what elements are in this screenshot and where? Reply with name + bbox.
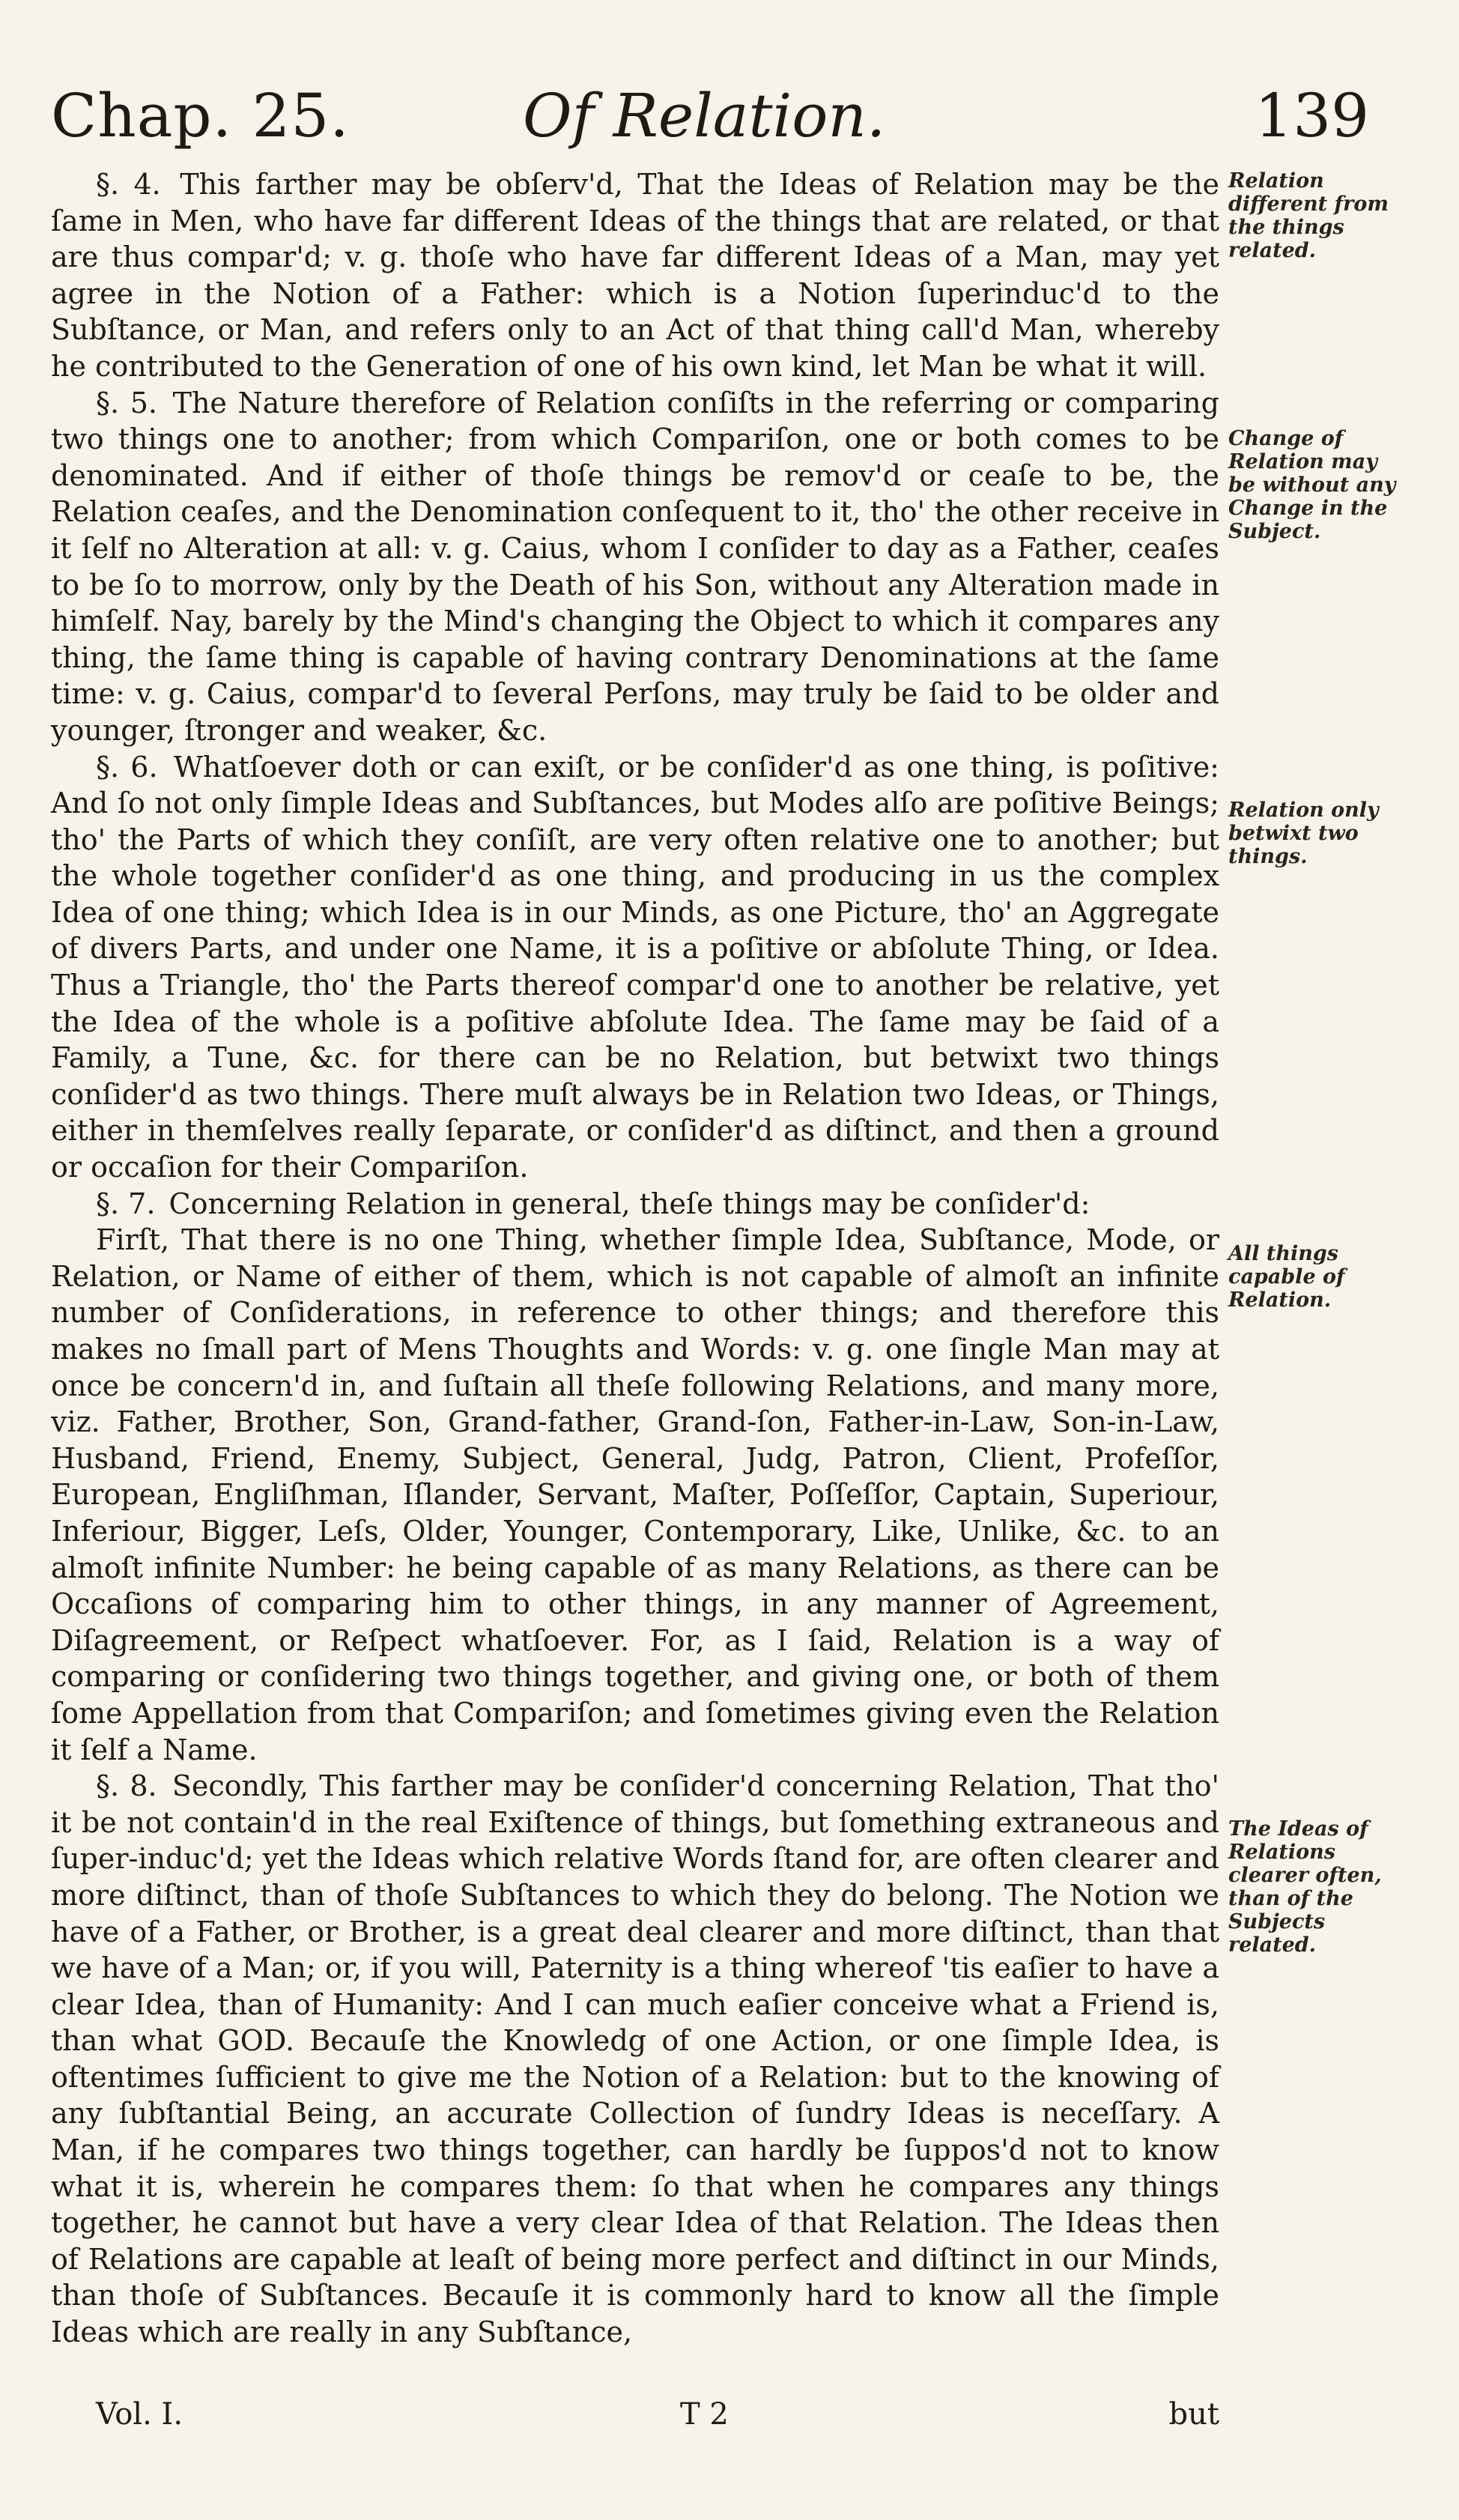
page-number: 139 <box>1255 81 1369 151</box>
section-mark: §. 7. <box>96 1187 156 1220</box>
section-mark: §. 6. <box>96 750 158 784</box>
page-footer <box>51 2397 1219 2442</box>
chapter-label: Chap. 25. <box>51 81 350 151</box>
paragraph-section-7 <box>51 1186 1219 1223</box>
paragraph-first <box>51 1222 1219 1768</box>
section-mark: §. 8. <box>96 1769 157 1803</box>
margin-note: All things capable of Relation. <box>1228 1242 1345 1312</box>
volume-label: Vol. I. <box>96 2397 183 2432</box>
paragraph-section-5 <box>51 385 1219 749</box>
catchword: but <box>1168 2397 1219 2432</box>
paragraph-text: This farther may be obſerv'd, That the Ideas of Relation may be the ſame in Men, who have far different Ideas of the things that are related, or that are thus compar'd; v. g. thoſe who have far different Ideas of a Man, may yet agree in the Notion of a Father: which is a Notion ſuperinduc'd to the Subſtance, or Man, and refers only to an Act of that thing call'd Man, whereby he contributed to the Generation of one of his own kind, let Man be what it will. <box>51 168 1219 383</box>
section-mark: §. 5. <box>96 386 157 420</box>
margin-note: Relation different from the things related. <box>1228 169 1389 262</box>
paragraph-section-4 <box>51 166 1219 385</box>
running-title: Of Relation. <box>523 81 886 151</box>
body-text <box>51 166 1219 2351</box>
paragraph-text: Firſt, That there is no one Thing, whether ſimple Idea, Subſtance, Mode, or Relation, or Name of either of them, which is not capable of almoſt an infinite number of Conſiderations, in reference to other things; and therefore this makes no ſmall part of Mens Thoughts and Words: v. g. one ſingle Man may at once be concern'd in, and ſuſtain all theſe following Relations, and many more, viz. Father, Brother, Son, Grand-father, Grand-ſon, Father-in-Law, Son-in-Law, Husband, Friend, Enemy, Subject, General, Judg, Patron, Client, Profeſſor, European, Engliſhman, Iſlander, Servant, Maſter, Poſſeſſor, Captain, Superiour, Inferiour, Bigger, Leſs, Older, Younger, Contemporary, Like, Unlike, &c. to an almoſt infinite Number: he being capable of as many Relations, as there can be Occaſions of comparing him to other things, in any manner of Agreement, Diſagreement, or Reſpect whatſoever. For, as I ſaid, Relation is a way of comparing or conſidering two things together, and giving one, or both of them ſome Appellation from that Compariſon; and ſometimes giving even the Relation it ſelf a Name. <box>51 1223 1219 1766</box>
signature-mark: T 2 <box>680 2397 729 2432</box>
paragraph-text: The Nature therefore of Relation conſiſts in the referring or comparing two things one to another; from which Compariſon, one or both comes to be denominated. And if either of thoſe things be remov'd or ceaſe to be, the Relation ceaſes, and the Denomination conſequent to it, tho' the other receive in it ſelf no Alteration at all: v. g. Caius, whom I conſider to day as a Father, ceaſes to be ſo to morrow, only by the Death of his Son, without any Alteration made in himſelf. Nay, barely by the Mind's changing the Object to which it compares any thing, the ſame thing is capable of having contrary Denominations at the ſame time: v. g. Caius, compar'd to ſeveral Perſons, may truly be ſaid to be older and younger, ſtronger and weaker, &c. <box>51 386 1219 747</box>
paragraph-section-8 <box>51 1768 1219 2351</box>
paragraph-section-6 <box>51 749 1219 1186</box>
paragraph-text: Whatſoever doth or can exiſt, or be conſider'd as one thing, is poſitive: And ſo not only ſimple Ideas and Subſtances, but Modes alſo are poſitive Beings; tho' the Parts of which they conſiſt, are very often relative one to another; but the whole together conſider'd as one thing, and producing in us the complex Idea of one thing; which Idea is in our Minds, as one Picture, tho' an Aggregate of divers Parts, and under one Name, it is a poſitive or abſolute Thing, or Idea. Thus a Triangle, tho' the Parts thereof compar'd one to another be relative, yet the Idea of the whole is a poſitive abſolute Idea. The ſame may be ſaid of a Family, a Tune, &c. for there can be no Relation, but betwixt two things conſider'd as two things. There muſt always be in Relation two Ideas, or Things, either in themſelves really ſeparate, or conſider'd as diſtinct, and then a ground or occaſion for their Compariſon. <box>51 750 1219 1184</box>
paragraph-text: Secondly, This farther may be conſider'd concerning Relation, That tho' it be not contain'd in the real Exiſtence of things, but ſomething extraneous and ſuper-induc'd; yet the Ideas which relative Words ſtand for, are often clearer and more diſtinct, than of thoſe Subſtances to which they do belong. The Notion we have of a Father, or Brother, is a great deal clearer and more diſtinct, than that we have of a Man; or, if you will, Paternity is a thing whereof 'tis eaſier to have a clear Idea, than of Humanity: And I can much eaſier conceive what a Friend is, than what GOD. Becauſe the Knowledg of one Action, or one ſimple Idea, is oftentimes ſufficient to give me the Notion of a Relation: but to the knowing of any ſubſtantial Being, an accurate Collection of ſundry Ideas is neceſſary. A Man, if he compares two things together, can hardly be ſuppos'd not to know what it is, wherein he compares them: ſo that when he compares any things together, he cannot but have a very clear Idea of that Relation. The Ideas then of Relations are capable at leaſt of being more perfect and diſtinct in our Minds, than thoſe of Subſtances. Becauſe it is commonly hard to know all the ſimple Ideas which are really in any Subſtance, <box>51 1769 1219 2349</box>
margin-note: Relation only betwixt two things. <box>1228 799 1379 868</box>
paragraph-text: Concerning Relation in general, theſe things may be conſider'd: <box>169 1187 1091 1220</box>
margin-note: The Ideas of Relations clearer often, than of the Subjects related. <box>1228 1817 1382 1957</box>
margin-note: Change of Relation may be without any Change in the Subject. <box>1228 427 1396 543</box>
running-header <box>51 81 1369 163</box>
section-mark: §. 4. <box>96 168 161 201</box>
